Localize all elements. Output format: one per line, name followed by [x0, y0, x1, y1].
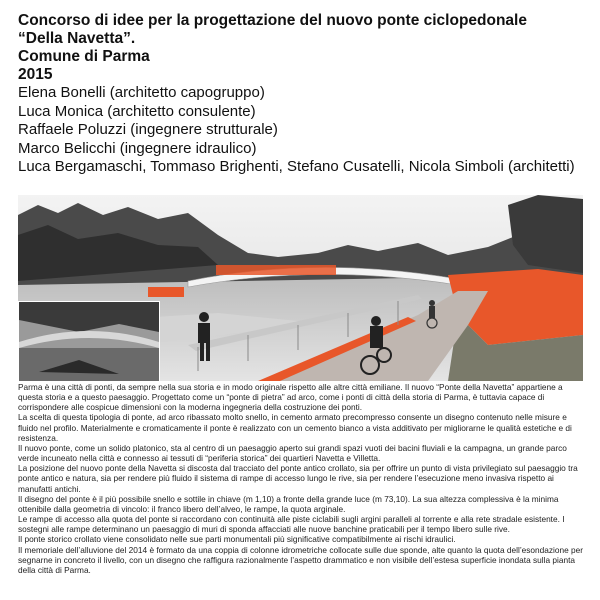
credit-line: Luca Monica (architetto consulente) [18, 102, 256, 120]
title-line: “Della Navetta”. [18, 30, 136, 47]
credit-line: Luca Bergamaschi, Tommaso Brighenti, Stefano Cusatelli, Nicola Simboli (architetti) [18, 158, 575, 175]
paragraph: La scelta di questa tipologia di ponte, ad arco ribassato molto snello, in cemento armato precompresso consente un disegno contenuto nelle misure e fluido nel profilo. Materialmente e cromaticamente il ponte è realizzato con un cemento bianco a vista additivato per migliorarne le qualità estetiche e di resistenza. [18, 412, 572, 443]
description-text [18, 382, 584, 575]
credit-line: Elena Bonelli (architetto capogruppo) [18, 84, 265, 101]
title-line: Concorso di idee per la progettazione del nuovo ponte ciclopedonale [18, 12, 527, 29]
paragraph: Parma è una città di ponti, da sempre nella sua storia e in modo originale rispetto alle altre città emiliane. Il nuovo “Ponte della Navetta” appartiene a questa storia e a questo paesaggio. Progettato come un “ponte di pietra” ad arco, come i ponti di città della storia di Parma, è tuttavia capace di corrispondere alle cospicue dimensioni con la moderna ingegneria della costruzione dei ponti. [18, 382, 563, 413]
historic-bridge-inset [18, 301, 160, 381]
paragraph: La posizione del nuovo ponte della Navetta si discosta dal tracciato del ponte antico crollato, sia per offrire un punto di vista privilegiato sul paesaggio tra ponte antico e natura, sia per rendere più fluido il sistema di rampe di accesso lungo le rive, sia per rendere l’esecuzione meno invasiva rispetto ai manufatti antichi. [18, 463, 578, 494]
title-line: Comune di Parma [18, 48, 150, 65]
credit-line: Raffaele Poluzzi (ingegnere strutturale) [18, 121, 278, 138]
paragraph: Le rampe di accesso alla quota del ponte si raccordano con continuità alle piste ciclabili sugli argini paralleli al torrente e alla rete stradale esistente. I sostegni alle rampe determinano un paesaggio di muri di sponda affacciati alle nuove banchine praticabili per il tempo libero sulle rive. [18, 514, 565, 535]
paragraph: Il memoriale dell’alluvione del 2014 è formato da una coppia di colonne idrometriche collocate sulle due sponde, alte quanto la quota dell’esondazione per segnarne in concreto il livello, con un disegno che raffigura razionalmente l’aspetto drammatico e non visibile dell’estesa superficie inondata sulla pianta della città di Parma. [18, 544, 584, 575]
header [18, 12, 593, 177]
credit-line: Marco Belicchi (ingegnere idraulico) [18, 139, 257, 157]
paragraph: Il nuovo ponte, come un solido platonico, sta al centro di un paesaggio aperto sui grandi spazi vuoti dei bacini fluviali e la campagna, un grande parco verde incuneato nella città e connesso ai tessuti di “periferia storica” dei quartieri Navetta e Villetta. [18, 442, 567, 464]
title-line: 2015 [18, 66, 53, 83]
bridge-rendering [18, 195, 583, 381]
historic-bridge-photo [19, 302, 159, 381]
paragraph: Il disegno del ponte è il più possibile snello e sottile in chiave (m 1,10) a fronte della grande luce (m 73,10). La sua altezza complessiva è la minima ottenibile dalla geometria di vincolo: il franco libero dell’alveo, le rampe, la quota arginale. [18, 493, 559, 514]
paragraph: Il ponte storico crollato viene consolidato nelle sue parti monumentali più significative compatibilmente ai rischi idraulici. [18, 534, 456, 545]
